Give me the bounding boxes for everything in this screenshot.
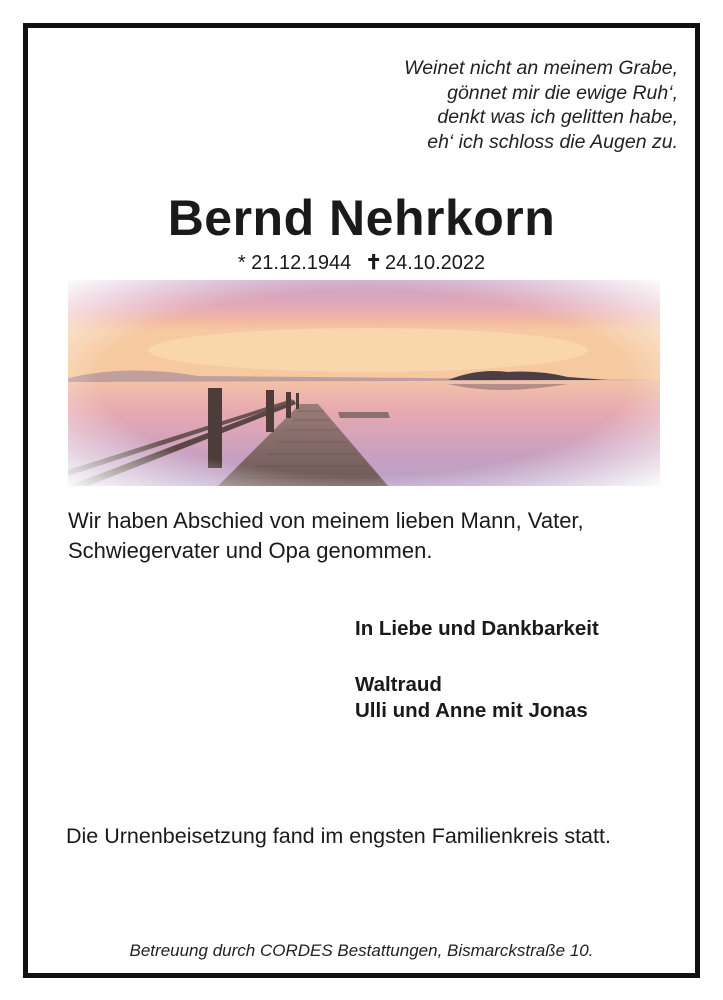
death-date: 24.10.2022 — [385, 252, 486, 274]
mourner-name: Ulli und Anne mit Jonas — [355, 699, 588, 722]
poem-verse — [358, 56, 678, 154]
poem-line: Weinet nicht an meinem Grabe, — [404, 57, 678, 79]
birth-date: * 21.12.1944 — [237, 252, 352, 274]
obituary-frame — [23, 23, 700, 978]
poem-line: gönnet mir die ewige Ruh‘, — [447, 81, 678, 104]
cross-icon: ✝ — [365, 252, 383, 274]
farewell-message — [68, 506, 678, 566]
signoff-phrase: In Liebe und Dankbarkeit — [355, 617, 599, 640]
family-signoff — [355, 616, 675, 724]
message-line: Schwiegervater und Opa genommen. — [68, 538, 433, 563]
deceased-name: Bernd Nehrkorn — [167, 190, 556, 246]
funeral-home-credit: Betreuung durch CORDES Bestattungen, Bismarckstraße 10. — [129, 941, 594, 960]
burial-notice: Die Urnenbeisetzung fand im engsten Familienkreis statt. — [66, 824, 611, 848]
sunset-jetty-image — [68, 280, 660, 486]
poem-line: eh‘ ich schloss die Augen zu. — [427, 130, 678, 153]
message-line: Wir haben Abschied von meinem lieben Mann, Vater, — [68, 508, 584, 533]
life-dates — [28, 250, 695, 276]
mourner-name: Waltraud — [355, 673, 442, 696]
poem-line: denkt was ich gelitten habe, — [437, 106, 678, 128]
